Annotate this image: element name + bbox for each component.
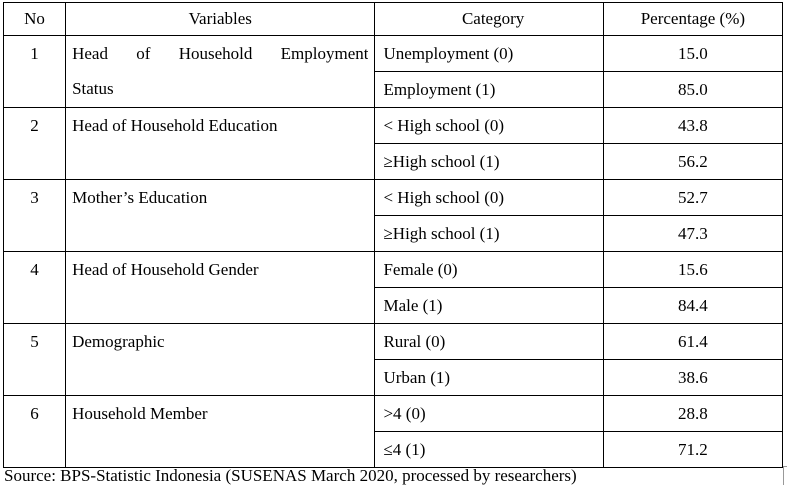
row-number: 1: [4, 36, 66, 108]
variable-cell: [66, 252, 375, 324]
category-cell: Rural (0): [375, 324, 603, 360]
header-percentage: Percentage (%): [603, 3, 782, 36]
percentage-cell: 28.8: [603, 396, 782, 432]
data-table: [3, 2, 783, 468]
percentage-cell: 38.6: [603, 360, 782, 396]
category-cell: >4 (0): [375, 396, 603, 432]
variable-line: Status: [72, 79, 114, 98]
header-no: No: [4, 3, 66, 36]
category-cell: Unemployment (0): [375, 36, 603, 72]
category-cell: Urban (1): [375, 360, 603, 396]
percentage-cell: 56.2: [603, 144, 782, 180]
variable-line: Head of Household Gender: [72, 260, 259, 279]
percentage-cell: 47.3: [603, 216, 782, 252]
row-number: 2: [4, 108, 66, 180]
category-cell: < High school (0): [375, 108, 603, 144]
source-note: Source: BPS-Statistic Indonesia (SUSENAS March 2020, processed by researchers): [4, 466, 577, 485]
category-cell: < High school (0): [375, 180, 603, 216]
variable-line: Mother’s Education: [72, 188, 208, 207]
percentage-cell: 15.0: [603, 36, 782, 72]
category-cell: ≤4 (1): [375, 432, 603, 468]
variable-cell: [66, 108, 375, 180]
table-row: [4, 252, 783, 288]
header-variables: Variables: [66, 3, 375, 36]
row-number: 5: [4, 324, 66, 396]
variable-line: Household Member: [72, 404, 208, 423]
category-cell: Male (1): [375, 288, 603, 324]
row-number: 6: [4, 396, 66, 468]
variable-cell: [66, 324, 375, 396]
percentage-cell: 71.2: [603, 432, 782, 468]
row-number: 4: [4, 252, 66, 324]
variable-line: Head of Household Education: [72, 116, 278, 135]
header-row: [4, 3, 783, 36]
category-cell: Employment (1): [375, 72, 603, 108]
cursor-mark: [783, 466, 787, 485]
variable-cell: [66, 396, 375, 468]
variable-line: Head of Household Employment: [72, 44, 369, 63]
table-row: [4, 36, 783, 72]
header-category: Category: [375, 3, 603, 36]
percentage-cell: 52.7: [603, 180, 782, 216]
row-number: 3: [4, 180, 66, 252]
percentage-cell: 43.8: [603, 108, 782, 144]
percentage-cell: 61.4: [603, 324, 782, 360]
category-cell: ≥High school (1): [375, 144, 603, 180]
category-cell: Female (0): [375, 252, 603, 288]
variable-line: Demographic: [72, 332, 165, 351]
table-row: [4, 396, 783, 432]
table-row: [4, 324, 783, 360]
percentage-cell: 85.0: [603, 72, 782, 108]
table-row: [4, 108, 783, 144]
percentage-cell: 15.6: [603, 252, 782, 288]
table-row: [4, 180, 783, 216]
variable-cell: [66, 180, 375, 252]
category-cell: ≥High school (1): [375, 216, 603, 252]
variable-cell: [66, 36, 375, 108]
percentage-cell: 84.4: [603, 288, 782, 324]
